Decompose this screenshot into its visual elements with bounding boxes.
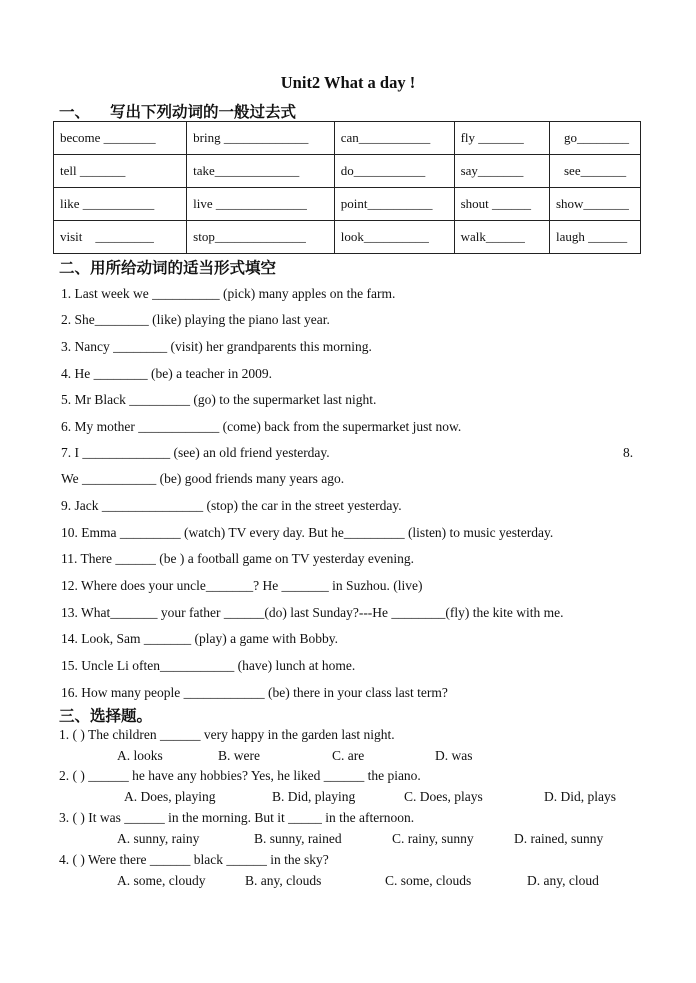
table-cell[interactable]: look__________ [334, 221, 454, 254]
section-1-heading [59, 100, 296, 122]
table-cell[interactable]: become ________ [54, 122, 187, 155]
mc-question-stem: 2. ( ) ______ he have any hobbies? Yes, he liked ______ the piano. [59, 768, 421, 783]
table-cell[interactable]: can___________ [334, 122, 454, 155]
fill-in-question[interactable]: We ___________ (be) good friends many years ago. [61, 471, 345, 486]
mc-option[interactable]: D. rained, sunny [514, 831, 604, 846]
mc-option[interactable]: D. Did, plays [544, 789, 616, 804]
mc-option[interactable]: C. are [332, 748, 365, 763]
table-cell[interactable]: stop______________ [187, 221, 335, 254]
fill-in-question[interactable]: 5. Mr Black _________ (go) to the supermarket last night. [61, 392, 377, 407]
table-cell[interactable]: point__________ [334, 188, 454, 221]
fill-in-question[interactable]: 7. I _____________ (see) an old friend yesterday. [61, 445, 330, 460]
fill-in-question[interactable]: 9. Jack _______________ (stop) the car in the street yesterday. [61, 498, 402, 513]
table-cell[interactable]: shout ______ [454, 188, 549, 221]
table-row [54, 188, 641, 221]
table-cell[interactable]: do___________ [334, 155, 454, 188]
table-cell[interactable]: walk______ [454, 221, 549, 254]
table-cell[interactable]: say_______ [454, 155, 549, 188]
table-cell[interactable]: laugh ______ [549, 221, 640, 254]
table-cell[interactable]: show_______ [549, 188, 640, 221]
fill-in-question[interactable]: 1. Last week we __________ (pick) many apples on the farm. [61, 286, 396, 301]
mc-question-stem: 4. ( ) Were there ______ black ______ in the sky? [59, 852, 329, 867]
fill-in-question[interactable]: 15. Uncle Li often___________ (have) lunch at home. [61, 658, 356, 673]
table-cell[interactable]: tell _______ [54, 155, 187, 188]
mc-option[interactable]: A. sunny, rainy [117, 831, 200, 846]
table-cell[interactable]: take_____________ [187, 155, 335, 188]
table-cell[interactable]: bring _____________ [187, 122, 335, 155]
mc-option[interactable]: A. looks [117, 748, 163, 763]
fill-in-question[interactable]: 10. Emma _________ (watch) TV every day. But he_________ (listen) to music yesterday. [61, 525, 554, 540]
page-title: Unit2 What a day ! [280, 73, 416, 92]
mc-option[interactable]: C. Does, plays [404, 789, 483, 804]
verb-table [53, 121, 641, 254]
mc-option[interactable]: C. rainy, sunny [392, 831, 474, 846]
fill-in-question[interactable]: 13. What_______ your father ______(do) last Sunday?---He ________(fly) the kite with me. [61, 605, 564, 620]
table-cell[interactable]: see_______ [549, 155, 640, 188]
mc-option[interactable]: A. Does, playing [124, 789, 216, 804]
table-cell[interactable]: like ___________ [54, 188, 187, 221]
question-8-number: 8. [623, 445, 634, 460]
mc-question-stem: 1. ( ) The children ______ very happy in the garden last night. [59, 727, 395, 742]
mc-option[interactable]: B. were [218, 748, 260, 763]
fill-in-question[interactable]: 4. He ________ (be) a teacher in 2009. [61, 366, 273, 381]
section-1-text: 写出下列动词的一般过去式 [110, 103, 297, 121]
section-2-heading: 二、用所给动词的适当形式填空 [59, 259, 277, 277]
table-row [54, 122, 641, 155]
fill-in-question[interactable]: 3. Nancy ________ (visit) her grandparents this morning. [61, 339, 372, 354]
mc-option[interactable]: C. some, clouds [385, 873, 472, 888]
mc-option[interactable]: B. any, clouds [245, 873, 322, 888]
mc-option[interactable]: D. any, cloud [527, 873, 599, 888]
fill-in-question[interactable]: 11. There ______ (be ) a football game on TV yesterday evening. [61, 551, 415, 566]
mc-option[interactable]: B. Did, playing [272, 789, 356, 804]
table-row [54, 221, 641, 254]
mc-question-stem: 3. ( ) It was ______ in the morning. But it _____ in the afternoon. [59, 810, 415, 825]
table-cell[interactable]: fly _______ [454, 122, 549, 155]
fill-in-question[interactable]: 2. She________ (like) playing the piano last year. [61, 312, 330, 327]
mc-option[interactable]: D. was [435, 748, 473, 763]
fill-in-question[interactable]: 16. How many people ____________ (be) there in your class last term? [61, 685, 448, 700]
fill-in-question[interactable]: 12. Where does your uncle_______? He _______ in Suzhou. (live) [61, 578, 423, 593]
table-cell[interactable]: go________ [549, 122, 640, 155]
fill-in-question[interactable]: 6. My mother ____________ (come) back from the supermarket just now. [61, 419, 462, 434]
mc-option[interactable]: A. some, cloudy [117, 873, 206, 888]
mc-option[interactable]: B. sunny, rained [254, 831, 342, 846]
section-3-heading: 三、选择题。 [59, 707, 153, 725]
fill-in-question[interactable]: 14. Look, Sam _______ (play) a game with Bobby. [61, 631, 338, 646]
section-1-number: 一、 [59, 103, 91, 121]
table-cell[interactable]: visit _________ [54, 221, 187, 254]
table-row [54, 155, 641, 188]
table-cell[interactable]: live ______________ [187, 188, 335, 221]
